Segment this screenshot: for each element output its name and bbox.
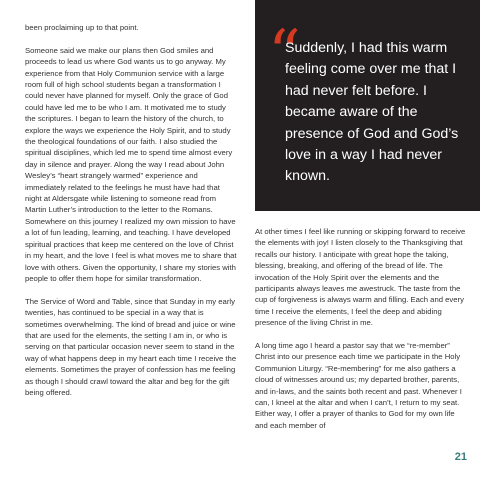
left-text-column (25, 22, 237, 410)
paragraph: Someone said we make our plans then God smiles and proceeds to lead us where God wants us to go anyway. My experience from that Holy Communion service with a large room full of high school students began a transformation I could never have planned for myself. Only the grace of God could have led me to be who I am. It motivated me to study the scriptures. I began to learn the history of the church, to explore the ways we experience the Holy Spirit, and to study the theological foundations of our faith. I also studied the spiritual disciplines, which led me to spend time almost every day in silence and prayer. Along the way I read about John Wesley’s “heart strangely warmed” experience and immediately related to the feelings he must have had that night at Aldersgate while listening to someone read from Martin Luther’s introduction to the letter to the Romans. Somewhere on this journey I realized my own mission to have a lot of fun leading, learning, and teaching. I have developed spiritual practices that keep me centered on the love of Christ in my heart, and the love I feel is what moves me to share that love with others. Given the opportunity, I share my stories with people to offer them hope for similar transformation. (25, 45, 237, 283)
pull-quote-box (255, 0, 480, 211)
pull-quote-text: Suddenly, I had this warm feeling come over me that I had never felt before. I became aware of the presence of God and God’s love in a way I had never known. (285, 40, 459, 185)
page-number: 21 (454, 451, 467, 463)
paragraph: A long time ago I heard a pastor say that we “re-member” Christ into our presence each time we participate in the Holy Communion Liturgy. “Re-membering” for me also gathers a cloud of witnesses around us; my departed brother, parents, and in-laws, and the saints both recent and past. Whenever I can, I kneel at the altar and when I can’t, I return to my seat. Either way, I offer a prayer of thanks to God for my own life and each member of (255, 341, 462, 430)
right-text-column (255, 226, 467, 443)
paragraph: The Service of Word and Table, since that Sunday in my early twenties, has continued to be special in a way that is sometimes overwhelming. The kind of bread and juice or wine that are used for the elements, the setting I am in, or who is serving on that particular occasion never seem to stand in the way of what happens deep in my heart each time I receive the elements. Sometimes the prayer of confession has me feeling as though I should crawl toward the altar and beg for the gift being offered. (25, 296, 237, 397)
paragraph: At other times I feel like running or skipping forward to receive the elements with joy! I listen closely to the Thanksgiving that recalls our history. I anticipate with great hope the taking, blessing, breaking, and offering of the bread of life. The invocation of the Holy Spirit over the elements and the participants always leaves me awestruck. The taste from the cup of forgiveness is always warm and filling. Each and every time I receive the elements, I feel the deep and abiding presence of the living Christ in me. (255, 227, 466, 328)
quote-mark-icon: “ (268, 17, 301, 91)
paragraph: been proclaiming up to that point. (25, 23, 139, 32)
